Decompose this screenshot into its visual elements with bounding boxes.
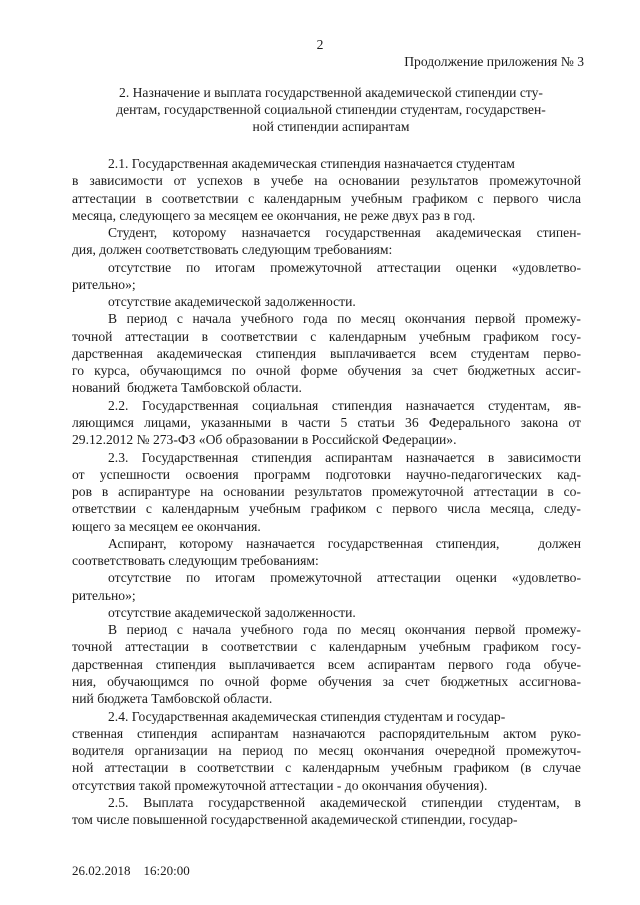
body-line: отсутствие академической задолженности. — [108, 604, 356, 620]
body-line: ния, обучающимся по очной форме обучения за счет бюджетных ассигнова- — [72, 673, 581, 689]
body-line: дия, должен соответствовать следующим требованиям: — [72, 242, 393, 258]
body-line: аттестации в соответствии с календарным учебным графиком с первого числа — [72, 190, 582, 206]
body-line: отсутствие академической задолженности. — [108, 294, 356, 310]
body-line: ответствии с календарным учебным графиком с первого числа месяца, следу- — [72, 501, 581, 517]
body-line: соответствовать следующим требованиям: — [72, 553, 319, 569]
body-line: дарственная академическая стипендия выплачивается всем студентам перво- — [72, 345, 581, 361]
body-line: отсутствие по итогам промежуточной аттестации оценки «удовлетво- — [108, 570, 581, 586]
document-body — [72, 155, 581, 828]
body-line: 2.4. Государственная академическая стипендия студентам и государ- — [108, 708, 506, 724]
body-line: В период с начала учебного года по месяц окончания первой промежу- — [108, 622, 581, 638]
body-line: отсутствие по итогам промежуточной аттестации оценки «удовлетво- — [108, 259, 581, 275]
body-line: ной аттестации в соответствии с календарным учебным графиком (в случае — [72, 760, 581, 776]
body-line: дарственная стипендия выплачивается всем аспирантам первого года обуче- — [72, 656, 582, 672]
body-line: рительно»; — [72, 276, 136, 292]
body-line: 29.12.2012 № 273-ФЗ «Об образовании в Российской Федерации». — [72, 432, 457, 448]
body-line: ний бюджета Тамбовской области. — [72, 691, 273, 707]
body-line: ляющимся лицами, указанными в части 5 статьи 36 Федерального закона от — [72, 414, 581, 430]
body-line: ственная стипендия аспирантам назначаются распорядительным актом руко- — [72, 725, 581, 741]
body-line: от успешности освоения программ подготовки научно-педагогических кад- — [72, 466, 581, 482]
body-line: го курса, обучающимся по очной форме обучения за счет бюджетных ассиг- — [72, 363, 581, 379]
body-line: Аспирант, которому назначается государственная стипендия, должен — [108, 535, 582, 551]
body-line: отсутствия такой промежуточной аттестации - до окончания обучения). — [72, 777, 488, 793]
body-line: точной аттестации в соответствии с календарным учебным графиком госу- — [72, 639, 582, 655]
body-line: 2.2. Государственная социальная стипендия назначается студентам, яв- — [108, 397, 582, 413]
footer-time: 16:20:00 — [143, 863, 190, 878]
section-title-line: дентам, государственной социальной стипендии студентам, государствен- — [116, 102, 546, 117]
body-line: в зависимости от успехов в учебе на основании результатов промежуточной — [72, 173, 582, 189]
body-line: месяца, следующего за месяцем ее окончания, не реже двух раз в год. — [72, 207, 476, 223]
footer-date: 26.02.2018 — [72, 863, 131, 878]
section-title-line: 2. Назначение и выплата государственной академической стипендии сту- — [119, 85, 543, 100]
body-line: В период с начала учебного года по месяц окончания первой промежу- — [108, 311, 581, 327]
body-line: 2.5. Выплата государственной академической стипендии студентам, в — [108, 794, 581, 810]
body-line: Студент, которому назначается государственная академическая стипен- — [108, 225, 582, 241]
body-line: ров в аспирантуре на основании результатов промежуточной аттестации в со- — [72, 484, 581, 500]
page-number: 2 — [316, 37, 324, 52]
footer-timestamp — [72, 863, 190, 879]
body-line: точной аттестации в соответствии с календарным учебным графиком госу- — [72, 328, 582, 344]
body-line: 2.3. Государственная стипендия аспирантам назначается в зависимости — [108, 449, 581, 465]
body-line: ющего за месяцем ее окончания. — [72, 518, 261, 534]
body-line: 2.1. Государственная академическая стипендия назначается студентам — [108, 156, 515, 171]
section-title-line: ной стипендии аспирантам — [252, 119, 410, 134]
appendix-continuation-note: Продолжение приложения № 3 — [404, 54, 584, 69]
body-line: рительно»; — [72, 587, 136, 603]
body-line: водителя организации на период по месяц окончания очередной промежуточ- — [72, 743, 581, 759]
body-line: нований бюджета Тамбовской области. — [72, 380, 302, 396]
body-line: том числе повышенной государственной академической стипендии, государ- — [72, 812, 518, 828]
section-title — [96, 84, 566, 135]
